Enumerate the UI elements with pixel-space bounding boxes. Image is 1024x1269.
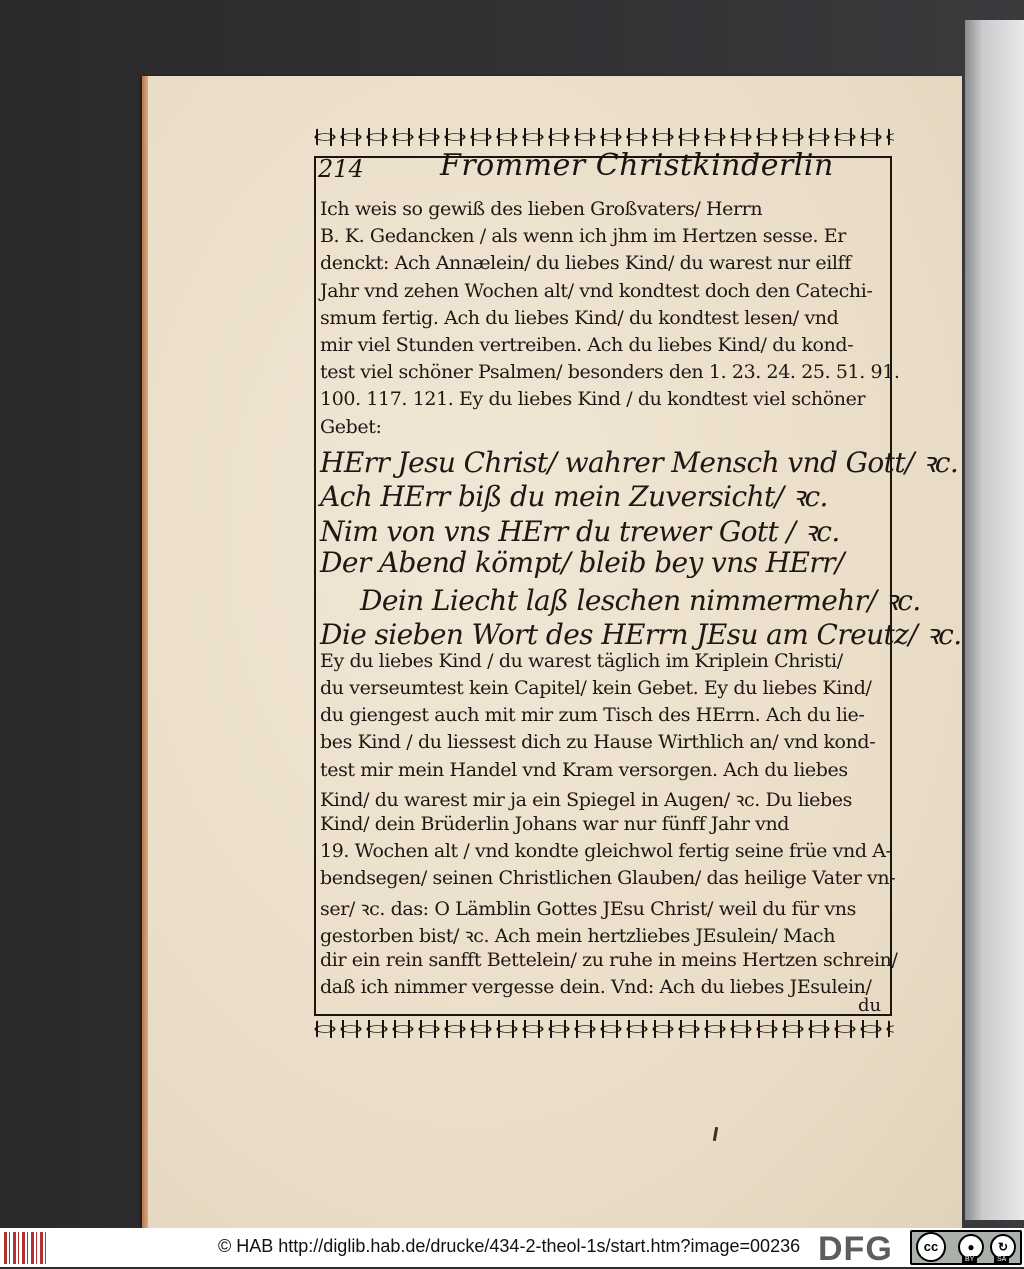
cc-license-badge[interactable]: [910, 1230, 1022, 1265]
by-label: BY: [962, 1256, 977, 1263]
text-line: dir ein rein sanfft Bettelein/ zu ruhe in meins Hertzen schrein/: [320, 949, 898, 971]
dfg-logo: DFG: [818, 1230, 893, 1268]
source-credit-link[interactable]: © HAB http://diglib.hab.de/drucke/434-2-theol-1s/start.htm?image=00236: [218, 1236, 801, 1256]
share-alike-icon: ↻: [990, 1234, 1016, 1260]
text-line: du verseumtest kein Capitel/ kein Gebet. Ey du liebes Kind/: [320, 677, 872, 699]
text-line: mir viel Stunden vertreiben. Ach du liebes Kind/ du kond-: [320, 334, 854, 356]
text-line: bes Kind / du liessest dich zu Hause Wirthlich an/ vnd kond-: [320, 731, 876, 754]
text-line: Jahr vnd zehen Wochen alt/ vnd kondtest doch den Catechi-: [320, 279, 873, 302]
text-line: gestorben bist/ ꝛc. Ach mein hertzliebes JEsulein/ Mach: [320, 924, 836, 947]
text-line: daß ich nimmer vergesse dein. Vnd: Ach du liebes JEsulein/: [320, 976, 872, 999]
bottom-ornament-border: [312, 1020, 894, 1038]
top-ornament-border: [312, 128, 894, 146]
sa-label: SA: [994, 1256, 1009, 1263]
text-line: B. K. Gedancken / als wenn ich jhm im Hertzen sesse. Er: [320, 225, 846, 248]
text-line: test viel schöner Psalmen/ besonders den 1. 23. 24. 25. 51. 91.: [320, 361, 900, 384]
text-line: HErr Jesu Christ/ wahrer Mensch vnd Gott/ ꝛc.: [320, 445, 959, 479]
text-line: denckt: Ach Annælein/ du liebes Kind/ du warest nur eilff: [320, 252, 851, 275]
text-line: Ey du liebes Kind / du warest täglich im Kriplein Christi/: [320, 649, 843, 672]
footer-bar: [0, 1228, 1024, 1267]
text-line: Nim von vns HErr du trewer Gott / ꝛc.: [320, 514, 840, 548]
text-line: Kind/ du warest mir ja ein Spiegel in Augen/ ꝛc. Du liebes: [320, 788, 852, 811]
text-line: Ach HErr biß du mein Zuversicht/ ꝛc.: [320, 480, 828, 514]
person-icon: ●: [958, 1234, 984, 1260]
text-line: ser/ ꝛc. das: O Lämblin Gottes JEsu Christ/ weil du für vns: [320, 897, 856, 920]
text-line: Dein Liecht laß leschen nimmermehr/ ꝛc.: [360, 583, 921, 617]
cc-icon: cc: [916, 1232, 946, 1262]
page-number: 214: [318, 155, 364, 183]
text-line: bendsegen/ seinen Christlichen Glauben/ das heilige Vater vn-: [320, 867, 896, 890]
text-line: test mir mein Handel vnd Kram versorgen. Ach du liebes: [320, 758, 848, 781]
text-line: du giengest auch mit mir zum Tisch des HErrn. Ach du lie-: [320, 704, 865, 727]
text-line: Gebet:: [320, 415, 382, 438]
page-edge: [142, 76, 148, 1228]
text-line: 19. Wochen alt / vnd kondte gleichwol fertig seine früe vnd A-: [320, 840, 892, 863]
text-line: Der Abend kömpt/ bleib bey vns HErr/: [320, 546, 844, 580]
text-line: Die sieben Wort des HErrn JEsu am Creutz/ ꝛc.: [320, 618, 962, 652]
text-line: Ich weis so gewiß des lieben Großvaters/ Herrn: [320, 198, 763, 220]
adjacent-page-edge: [965, 20, 1024, 1220]
catchword: du: [858, 995, 882, 1016]
text-line: smum fertig. Ach du liebes Kind/ du kondtest lesen/ vnd: [320, 306, 839, 329]
text-line: 100. 117. 121. Ey du liebes Kind / du kondtest viel schöner: [320, 388, 866, 411]
text-line: Kind/ dein Brüderlin Johans war nur fünff Jahr vnd: [320, 813, 790, 835]
running-head: Frommer Christkinderlin: [440, 148, 834, 183]
barcode-icon: [4, 1232, 46, 1264]
